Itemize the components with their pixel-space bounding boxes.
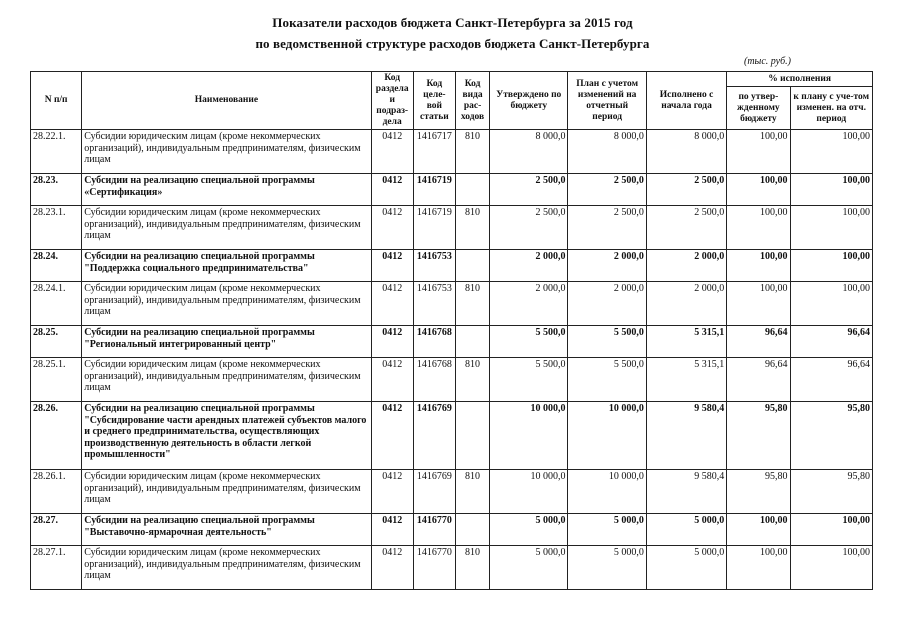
- row-pct-approved: 100,00: [727, 514, 790, 546]
- row-executed: 5 315,1: [646, 326, 726, 358]
- table-row: [31, 326, 873, 358]
- row-pct-approved: 95,80: [727, 470, 790, 514]
- row-name: Субсидии на реализацию специальной программы "Поддержка социального предпринимательства": [82, 250, 371, 282]
- row-approved: 5 500,0: [490, 358, 568, 402]
- col-header-plan: План с учетом изменений на отчетный период: [568, 72, 646, 130]
- row-pct-plan: 96,64: [790, 326, 872, 358]
- row-approved: 2 500,0: [490, 206, 568, 250]
- units-note: (тыс. руб.): [744, 56, 791, 67]
- row-num: 28.26.: [31, 402, 82, 470]
- row-approved: 10 000,0: [490, 402, 568, 470]
- row-name: Субсидии юридическим лицам (кроме некоммерческих организаций), индивидуальным предпринимателям, физическим лицам: [82, 546, 371, 590]
- row-num: 28.23.1.: [31, 206, 82, 250]
- row-type: 810: [455, 206, 489, 250]
- row-pct-plan: 95,80: [790, 402, 872, 470]
- row-plan: 5 000,0: [568, 546, 646, 590]
- row-article: 1416768: [413, 326, 455, 358]
- row-plan: 2 000,0: [568, 250, 646, 282]
- row-num: 28.25.: [31, 326, 82, 358]
- table-row: [31, 358, 873, 402]
- row-approved: 5 500,0: [490, 326, 568, 358]
- table-row: [31, 282, 873, 326]
- row-executed: 2 000,0: [646, 282, 726, 326]
- row-executed: 5 315,1: [646, 358, 726, 402]
- row-section: 0412: [371, 546, 413, 590]
- row-plan: 5 500,0: [568, 358, 646, 402]
- row-article: 1416768: [413, 358, 455, 402]
- row-article: 1416719: [413, 206, 455, 250]
- row-name: Субсидии юридическим лицам (кроме некоммерческих организаций), индивидуальным предпринимателям, физическим лицам: [82, 206, 371, 250]
- row-plan: 5 500,0: [568, 326, 646, 358]
- table-row: [31, 470, 873, 514]
- row-pct-approved: 100,00: [727, 174, 790, 206]
- row-article: 1416769: [413, 402, 455, 470]
- row-name: Субсидии юридическим лицам (кроме некоммерческих организаций), индивидуальным предпринимателям, физическим лицам: [82, 130, 371, 174]
- row-type: [455, 402, 489, 470]
- row-num: 28.24.: [31, 250, 82, 282]
- row-pct-approved: 100,00: [727, 282, 790, 326]
- row-executed: 5 000,0: [646, 546, 726, 590]
- row-type: [455, 326, 489, 358]
- row-article: 1416770: [413, 514, 455, 546]
- row-name: Субсидии на реализацию специальной программы "Региональный интегрированный центр": [82, 326, 371, 358]
- row-type: 810: [455, 358, 489, 402]
- row-pct-plan: 100,00: [790, 250, 872, 282]
- row-approved: 10 000,0: [490, 470, 568, 514]
- row-num: 28.26.1.: [31, 470, 82, 514]
- row-pct-approved: 100,00: [727, 130, 790, 174]
- row-plan: 10 000,0: [568, 402, 646, 470]
- row-num: 28.27.1.: [31, 546, 82, 590]
- row-section: 0412: [371, 402, 413, 470]
- row-type: 810: [455, 470, 489, 514]
- row-article: 1416769: [413, 470, 455, 514]
- row-pct-approved: 100,00: [727, 546, 790, 590]
- document-title: Показатели расходов бюджета Санкт-Петербурга за 2015 год: [272, 15, 633, 30]
- row-pct-plan: 100,00: [790, 514, 872, 546]
- table-row: [31, 130, 873, 174]
- row-article: 1416753: [413, 250, 455, 282]
- row-executed: 2 500,0: [646, 206, 726, 250]
- row-pct-plan: 96,64: [790, 358, 872, 402]
- row-section: 0412: [371, 470, 413, 514]
- row-approved: 2 000,0: [490, 282, 568, 326]
- row-executed: 8 000,0: [646, 130, 726, 174]
- expenses-table: [30, 71, 873, 590]
- col-header-pct-group: % исполнения: [727, 72, 873, 87]
- table-row: [31, 206, 873, 250]
- row-num: 28.25.1.: [31, 358, 82, 402]
- row-approved: 5 000,0: [490, 546, 568, 590]
- row-approved: 5 000,0: [490, 514, 568, 546]
- row-num: 28.22.1.: [31, 130, 82, 174]
- col-header-article: Код целе-вой статьи: [413, 72, 455, 130]
- col-header-name: Наименование: [82, 72, 371, 130]
- row-pct-approved: 100,00: [727, 206, 790, 250]
- table-row: [31, 250, 873, 282]
- row-pct-plan: 100,00: [790, 130, 872, 174]
- row-name: Субсидии юридическим лицам (кроме некоммерческих организаций), индивидуальным предпринимателям, физическим лицам: [82, 282, 371, 326]
- col-header-num: N п/п: [31, 72, 82, 130]
- row-executed: 9 580,4: [646, 470, 726, 514]
- col-header-pct-plan: к плану с уче-том изменен. на отч. период: [790, 87, 872, 130]
- col-header-executed: Исполнено с начала года: [646, 72, 726, 130]
- row-approved: 8 000,0: [490, 130, 568, 174]
- row-plan: 2 000,0: [568, 282, 646, 326]
- row-pct-approved: 95,80: [727, 402, 790, 470]
- row-type: 810: [455, 130, 489, 174]
- row-num: 28.24.1.: [31, 282, 82, 326]
- table-row: [31, 174, 873, 206]
- row-type: 810: [455, 282, 489, 326]
- row-section: 0412: [371, 206, 413, 250]
- row-pct-plan: 95,80: [790, 470, 872, 514]
- row-plan: 2 500,0: [568, 206, 646, 250]
- row-name: Субсидии на реализацию специальной программы «Сертификация»: [82, 174, 371, 206]
- row-section: 0412: [371, 282, 413, 326]
- row-name: Субсидии на реализацию специальной программы "Выставочно-ярмарочная деятельность": [82, 514, 371, 546]
- row-type: 810: [455, 546, 489, 590]
- row-pct-plan: 100,00: [790, 206, 872, 250]
- table-row: [31, 546, 873, 590]
- row-section: 0412: [371, 174, 413, 206]
- row-type: [455, 174, 489, 206]
- row-executed: 2 000,0: [646, 250, 726, 282]
- row-pct-plan: 100,00: [790, 546, 872, 590]
- row-section: 0412: [371, 250, 413, 282]
- row-approved: 2 500,0: [490, 174, 568, 206]
- row-type: [455, 514, 489, 546]
- row-name: Субсидии на реализацию специальной программы "Субсидирование части арендных платежей субъектов малого и среднего предпринимательства, осуществляющих производственную деятельность в области легкой промышленности": [82, 402, 371, 470]
- table-row: [31, 514, 873, 546]
- col-header-pct-approved: по утвер-жденному бюджету: [727, 87, 790, 130]
- col-header-type: Код вида рас-ходов: [455, 72, 489, 130]
- row-name: Субсидии юридическим лицам (кроме некоммерческих организаций), индивидуальным предпринимателям, физическим лицам: [82, 470, 371, 514]
- row-section: 0412: [371, 358, 413, 402]
- row-section: 0412: [371, 130, 413, 174]
- row-section: 0412: [371, 326, 413, 358]
- row-article: 1416719: [413, 174, 455, 206]
- row-plan: 10 000,0: [568, 470, 646, 514]
- table-row: [31, 402, 873, 470]
- row-num: 28.27.: [31, 514, 82, 546]
- row-name: Субсидии юридическим лицам (кроме некоммерческих организаций), индивидуальным предпринимателям, физическим лицам: [82, 358, 371, 402]
- row-pct-approved: 100,00: [727, 250, 790, 282]
- row-executed: 2 500,0: [646, 174, 726, 206]
- col-header-section: Код раздела и подраз-дела: [371, 72, 413, 130]
- row-pct-plan: 100,00: [790, 282, 872, 326]
- col-header-approved: Утверждено по бюджету: [490, 72, 568, 130]
- row-executed: 5 000,0: [646, 514, 726, 546]
- row-plan: 5 000,0: [568, 514, 646, 546]
- row-article: 1416770: [413, 546, 455, 590]
- row-pct-plan: 100,00: [790, 174, 872, 206]
- row-type: [455, 250, 489, 282]
- row-plan: 2 500,0: [568, 174, 646, 206]
- row-pct-approved: 96,64: [727, 358, 790, 402]
- row-approved: 2 000,0: [490, 250, 568, 282]
- row-plan: 8 000,0: [568, 130, 646, 174]
- row-pct-approved: 96,64: [727, 326, 790, 358]
- row-article: 1416717: [413, 130, 455, 174]
- document-subtitle: по ведомственной структуре расходов бюджета Санкт-Петербурга: [255, 36, 650, 51]
- row-section: 0412: [371, 514, 413, 546]
- row-article: 1416753: [413, 282, 455, 326]
- row-num: 28.23.: [31, 174, 82, 206]
- row-executed: 9 580,4: [646, 402, 726, 470]
